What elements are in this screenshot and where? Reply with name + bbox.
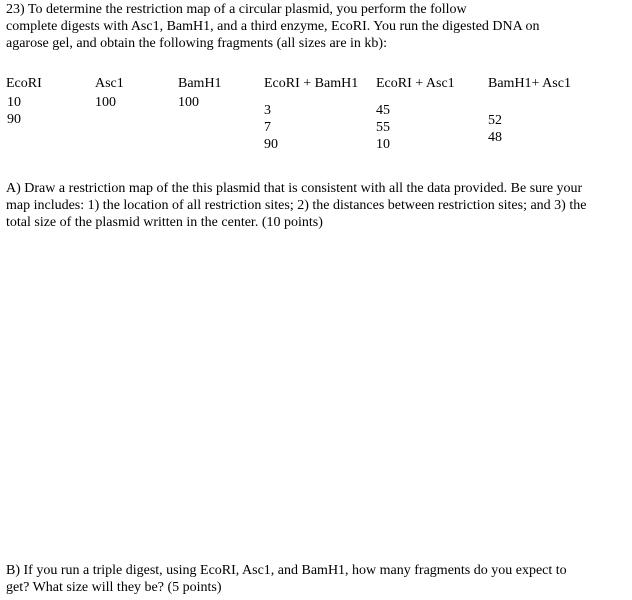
part-a-line-2: map includes: 1) the location of all restriction sites; 2) the distances between restriction sites; and 3) the [6,198,587,213]
table-cell: 10 [7,95,21,110]
header-ecori-bamh1: EcoRI + BamH1 [264,76,359,91]
header-ecori: EcoRI [6,76,42,91]
part-b-line-1: B) If you run a triple digest, using EcoRI, Asc1, and BamH1, how many fragments do you expect to [6,563,567,578]
header-bamh1: BamH1 [178,76,222,91]
column-bamh1-asc1 [488,112,502,146]
part-a-line-3: total size of the plasmid written in the center. (10 points) [6,215,323,230]
column-ecori-bamh1 [264,102,278,153]
question-intro [6,1,539,52]
table-cell: 10 [376,137,390,152]
question-part-b [6,562,567,596]
table-cell: 45 [376,103,390,118]
header-bamh1-asc1: BamH1+ Asc1 [488,76,571,91]
table-cell: 100 [95,95,116,110]
question-part-a [6,180,586,231]
table-cell: 100 [178,95,199,110]
table-cell: 52 [488,113,502,128]
header-asc1: Asc1 [95,76,124,91]
column-bamh1 [178,94,199,111]
intro-line-2: complete digests with Asc1, BamH1, and a third enzyme, EcoRI. You run the digested DNA on [6,19,540,34]
table-cell: 3 [264,103,271,118]
intro-line-1: 23) To determine the restriction map of a circular plasmid, you perform the follow [6,2,467,17]
table-cell: 48 [488,130,502,145]
table-cell: 7 [264,120,271,135]
header-ecori-asc1: EcoRI + Asc1 [376,76,455,91]
column-ecori [7,94,21,128]
intro-line-3: agarose gel, and obtain the following fragments (all sizes are in kb): [6,36,387,51]
table-cell: 90 [264,137,278,152]
column-ecori-asc1 [376,102,390,153]
column-asc1 [95,94,116,111]
part-a-line-1: A) Draw a restriction map of the this plasmid that is consistent with all the data provided. Be sure your [6,181,583,196]
part-b-line-2: get? What size will they be? (5 points) [6,580,222,595]
table-cell: 90 [7,112,21,127]
table-cell: 55 [376,120,390,135]
